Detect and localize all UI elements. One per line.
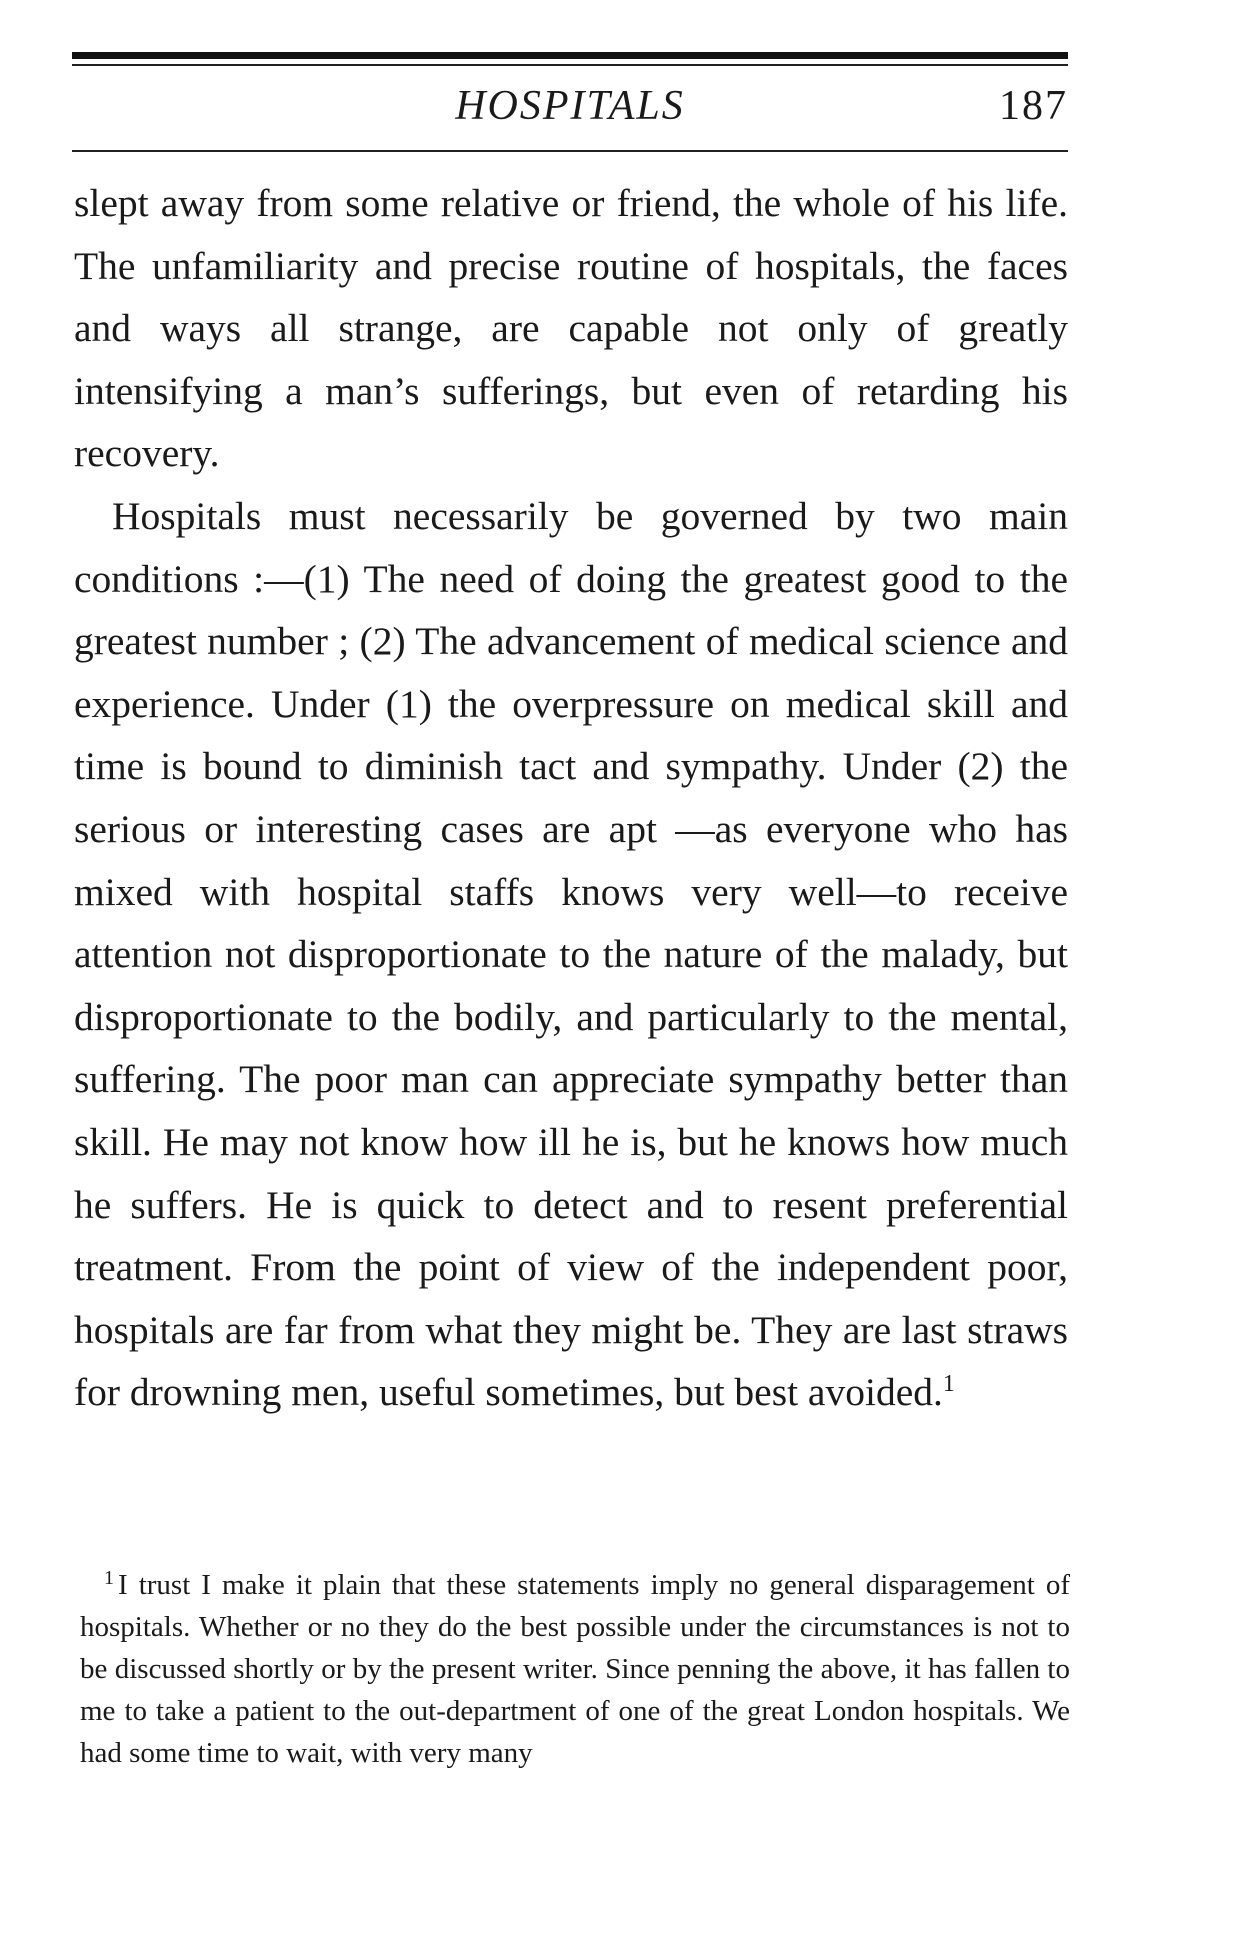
footnote xyxy=(80,1564,1070,1774)
header-thick-rule xyxy=(72,52,1068,59)
main-text xyxy=(74,172,1068,1424)
paragraph-text: Hospitals must necessarily be governed by two main conditions :—(1) The need of doing the greatest good to the greatest number ; (2) The advancement of medical science and experience. Under (1) the overpressure on medical skill and time is bound to diminish tact and sympathy. Under (2) the serious or interesting cases are apt —as everyone who has mixed with hospital staffs knows very well—to receive attention not disproportionate to the nature of the malady, but disproportionate to the bodily, and particularly to the mental, suffering. The poor man can appreciate sympathy better than skill. He may not know how ill he is, but he knows how much he suffers. He is quick to detect and to resent preferential treatment. From the point of view of the independent poor, hospitals are far from what they might be. They are last straws for drowning men, useful sometimes, but best avoided. xyxy=(74,493,1068,1415)
running-head-title: HOSPITALS xyxy=(455,83,685,129)
paragraph-hospitals-conditions xyxy=(74,485,1068,1424)
footnote-reference: 1 xyxy=(942,1371,955,1398)
running-head-rule xyxy=(72,150,1068,152)
footnote-text: I trust I make it plain that these statements imply no general disparagement of hospitals. Whether or no they do the best possible under the circumstances is not to be discussed shortly or by the present writer. Since penning the above, it has fallen to me to take a patient to the out-department of one of the great London hospitals. We had some time to wait, with very many xyxy=(80,1569,1070,1769)
paragraph-continued: slept away from some relative or friend, the whole of his life. The unfamiliarity and precise routine of hospitals, the faces and ways all strange, are capable not only of greatly intensifying a man’s sufferings, but even of retarding his recovery. xyxy=(74,181,1068,476)
header-thin-rule xyxy=(72,64,1068,66)
footnote-marker: 1 xyxy=(104,1567,114,1589)
page-number: 187 xyxy=(999,83,1068,129)
running-head xyxy=(72,76,1068,136)
